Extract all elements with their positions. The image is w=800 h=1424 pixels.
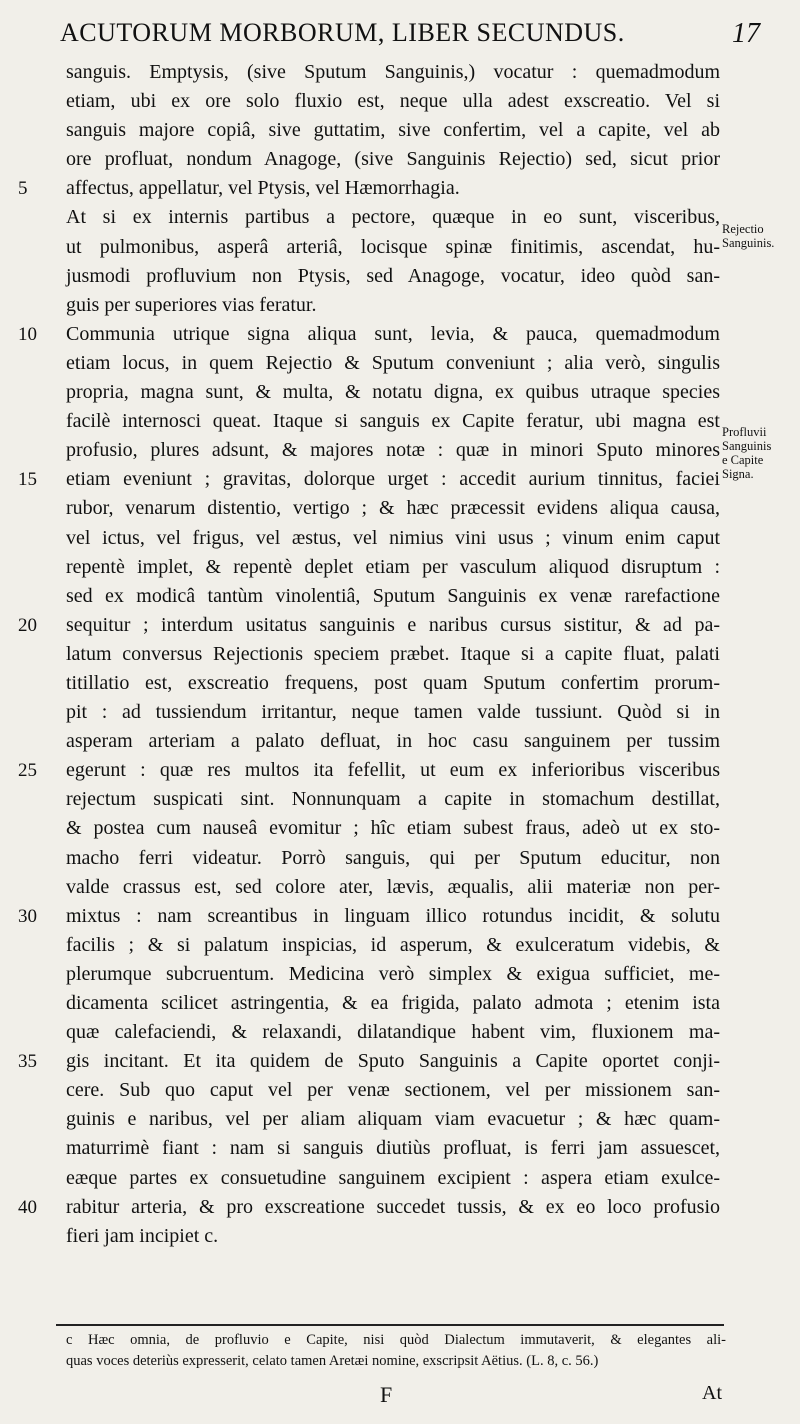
line-text: rubor, venarum distentio, vertigo ; & hæc præcessit evidens aliqua causa, xyxy=(66,497,720,520)
margin-note-line: Sanguinis. xyxy=(722,236,775,250)
margin-note-line: Sanguinis xyxy=(722,439,772,453)
margin-note-line: Signa. xyxy=(722,467,754,481)
line-number: 10 xyxy=(18,323,37,345)
text-line xyxy=(66,960,720,989)
line-text: titillatio est, exscreatio frequens, post quam Sputum confertim prorum- xyxy=(66,671,720,694)
line-text: egerunt : quæ res multos ita fefellit, ut eum ex inferioribus visceribus xyxy=(66,759,720,782)
text-line xyxy=(66,494,720,523)
line-text: guinis e naribus, vel per aliam aliquam viam evacuetur ; & hæc quam- xyxy=(66,1108,720,1131)
line-text: macho ferri videatur. Porrò sanguis, qui per Sputum educitur, non xyxy=(66,846,720,869)
text-line xyxy=(66,669,720,698)
line-text: sanguis majore copiâ, sive guttatim, sive confertim, vel a capite, vel ab xyxy=(66,119,720,142)
main-text xyxy=(18,58,720,1251)
line-number: 25 xyxy=(18,760,37,782)
margin-note-line: Rejectio xyxy=(722,222,764,236)
line-text: rejectum suspicati sint. Nonnunquam a capite in stomachum destillat, xyxy=(66,788,720,811)
line-text: rabitur arteria, & pro exscreatione succedet tussis, & ex eo loco profusio xyxy=(66,1195,720,1218)
footnote xyxy=(66,1330,726,1372)
text-line xyxy=(66,873,720,902)
text-line xyxy=(66,1076,720,1105)
text-line xyxy=(66,698,720,727)
text-line xyxy=(66,814,720,843)
line-text: ut pulmonibus, asperâ arteriâ, locisque spinæ finitimis, ascendat, hu- xyxy=(66,235,720,258)
line-text: eæque partes ex consuetudine sanguinem excipient : aspera etiam exulce- xyxy=(66,1166,720,1189)
text-line xyxy=(18,902,720,931)
text-line xyxy=(66,436,720,465)
text-line xyxy=(66,233,720,262)
line-text: valde crassus est, sed colore ater, lævis, æqualis, alii materiæ non per- xyxy=(66,875,720,898)
text-line xyxy=(66,262,720,291)
text-line xyxy=(18,611,720,640)
page-number: 17 xyxy=(732,18,760,49)
line-text: At si ex internis partibus a pectore, quæque in eo sunt, visceribus, xyxy=(66,206,720,229)
text-line xyxy=(66,582,720,611)
footnote-line: c Hæc omnia, de profluvio e Capite, nisi quòd Dialectum immutaverit, & elegantes ali- xyxy=(66,1332,726,1348)
text-line xyxy=(18,465,720,494)
line-text: repentè implet, & repentè deplet etiam per vasculum aliquod disruptum : xyxy=(66,555,720,578)
line-text: plerumque subcruentum. Medicina verò simplex & exigua sufficiet, me- xyxy=(66,962,720,985)
page-header xyxy=(60,18,760,54)
running-title: ACUTORUM MORBORUM, LIBER SECUNDUS. xyxy=(60,18,625,47)
line-text: quæ calefaciendi, & relaxandi, dilatandique habent vim, fluxionem ma- xyxy=(66,1021,720,1044)
line-number: 15 xyxy=(18,469,37,491)
margin-note-profluvii xyxy=(722,425,792,481)
line-text: asperam arteriam a palato defluat, in hoc casu sanguinem per tussim xyxy=(66,730,720,753)
line-text: gis incitant. Et ita quidem de Sputo Sanguinis a Capite oportet conji- xyxy=(66,1050,720,1073)
text-line xyxy=(66,1105,720,1134)
text-line xyxy=(66,291,720,320)
line-text: profusio, plures adsunt, & majores notæ : quæ in minori Sputo minores xyxy=(66,439,720,462)
line-text: affectus, appellatur, vel Ptysis, vel Hæmorrhagia. xyxy=(66,177,460,200)
footnote-line: quas voces deteriùs expresserit, celato tamen Aretæi nomine, exscripsit Aëtius. (L. 8, c. 56.) xyxy=(66,1353,599,1369)
text-line xyxy=(18,756,720,785)
text-line xyxy=(18,320,720,349)
line-text: mixtus : nam screantibus in linguam illico rotundus incidit, & solutu xyxy=(66,904,720,927)
text-line xyxy=(66,989,720,1018)
line-text: latum conversus Rejectionis speciem præbet. Itaque si a capite fluat, palati xyxy=(66,642,720,665)
line-text: cere. Sub quo caput vel per venæ sectionem, vel per missionem san- xyxy=(66,1079,720,1102)
text-line xyxy=(66,1222,720,1251)
line-text: etiam, ubi ex ore solo fluxio est, neque ulla adest exscreatio. Vel si xyxy=(66,90,720,113)
line-text: etiam locus, in quem Rejectio & Sputum conveniunt ; alia verò, singulis xyxy=(66,351,720,374)
text-line xyxy=(66,1164,720,1193)
text-line xyxy=(66,116,720,145)
line-text: facilis ; & si palatum inspicias, id asperum, & exulceratum videbis, & xyxy=(66,933,720,956)
text-line xyxy=(66,785,720,814)
text-line xyxy=(66,524,720,553)
footnote-rule xyxy=(56,1324,724,1326)
line-text: dicamenta scilicet astringentia, & ea frigida, palato admota ; etenim ista xyxy=(66,992,720,1014)
text-line xyxy=(66,407,720,436)
line-text: guis per superiores vias feratur. xyxy=(66,293,317,316)
text-line xyxy=(66,1018,720,1047)
line-text: sanguis. Emptysis, (sive Sputum Sanguinis,) vocatur : quemadmodum xyxy=(66,61,720,83)
signature-mark: F xyxy=(380,1382,393,1407)
line-text: ore profluat, nondum Anagoge, (sive Sanguinis Rejectio) sed, sicut prior xyxy=(66,148,720,171)
text-line xyxy=(66,553,720,582)
text-line xyxy=(66,844,720,873)
line-text: facilè internosci queat. Itaque si sanguis ex Capite feratur, ubi magna est xyxy=(66,410,720,433)
line-text: etiam eveniunt ; gravitas, dolorque urget : accedit aurium tinnitus, faciei xyxy=(66,468,720,491)
catchword: At xyxy=(702,1382,722,1404)
text-line xyxy=(66,203,720,232)
text-line xyxy=(66,145,720,174)
text-line xyxy=(18,1047,720,1076)
line-number: 20 xyxy=(18,614,37,636)
line-text: pit : ad tussiendum irritantur, neque tamen valde tussiunt. Quòd si in xyxy=(66,701,720,724)
text-line xyxy=(66,931,720,960)
line-text: maturrimè fiant : nam si sanguis diutiùs profluat, is ferri jam assuescet, xyxy=(66,1137,720,1160)
text-line xyxy=(66,378,720,407)
text-line xyxy=(66,58,720,87)
line-text: propria, magna sunt, & multa, & notatu digna, ex quibus utraque species xyxy=(66,381,720,404)
text-line xyxy=(18,1193,720,1222)
line-text: jusmodi profluvium non Ptysis, sed Anagoge, vocatur, ideo quòd san- xyxy=(66,264,720,287)
line-number: 30 xyxy=(18,905,37,927)
margin-note-line: e Capite xyxy=(722,453,764,467)
line-text: Communia utrique signa aliqua sunt, levia, & pauca, quemadmodum xyxy=(66,322,720,345)
line-number: 35 xyxy=(18,1051,37,1073)
text-line xyxy=(66,640,720,669)
line-text: & postea cum nauseâ evomitur ; hîc etiam subest fraus, adeò ut ex sto- xyxy=(66,817,720,840)
line-text: sequitur ; interdum usitatus sanguinis e naribus cursus sistitur, & ad pa- xyxy=(66,613,720,636)
text-line xyxy=(66,87,720,116)
line-number: 5 xyxy=(18,178,28,200)
line-text: sed ex modicâ tantùm vinolentiâ, Sputum Sanguinis ex venæ rarefactione xyxy=(66,584,720,607)
text-line xyxy=(66,349,720,378)
text-line xyxy=(66,727,720,756)
line-number: 40 xyxy=(18,1196,37,1218)
line-text: fieri jam incipiet c. xyxy=(66,1224,219,1247)
text-line xyxy=(18,174,720,203)
margin-note-rejectio xyxy=(722,222,792,250)
text-line xyxy=(66,1134,720,1163)
line-text: vel ictus, vel frigus, vel æstus, vel nimius vini usus ; vinum enim caput xyxy=(66,526,720,549)
margin-note-line: Profluvii xyxy=(722,425,767,439)
